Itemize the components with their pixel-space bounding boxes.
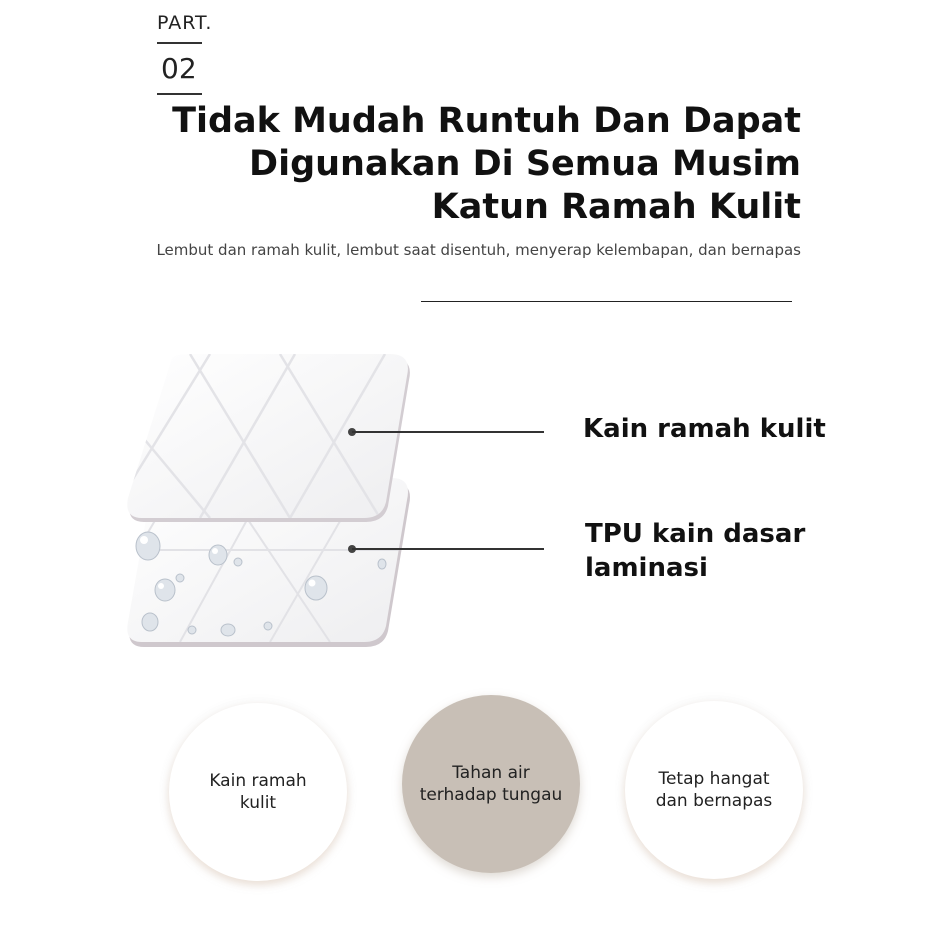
- layer-label-skin-friendly: Kain ramah kulit: [583, 414, 826, 444]
- leader-line-top: [352, 431, 544, 433]
- feature-badge-waterproof: [402, 695, 580, 873]
- fabric-layers-illustration: [120, 350, 420, 650]
- feature-badge-skin-friendly: [169, 703, 347, 881]
- headline-subtitle: Lembut dan ramah kulit, lembut saat disentuh, menyerap kelembapan, dan bernapas: [156, 241, 801, 259]
- part-rule-bottom: [157, 93, 202, 95]
- headline: [161, 100, 801, 229]
- leader-line-bottom: [352, 548, 544, 550]
- fabric-layers-svg: [120, 350, 420, 650]
- headline-line-1: Tidak Mudah Runtuh Dan Dapat: [172, 101, 801, 141]
- headline-divider: [421, 301, 792, 302]
- part-rule-top: [157, 42, 202, 44]
- headline-line-2: Digunakan Di Semua Musim: [249, 144, 801, 184]
- feature-badge-label: Kain ramah kulit: [209, 771, 307, 813]
- feature-badge-label: Tetap hangat dan bernapas: [655, 769, 773, 811]
- feature-badge-warm-breathable: [625, 701, 803, 879]
- part-label: PART.: [157, 12, 213, 34]
- feature-badge-label: Tahan air terhadap tungau: [419, 763, 563, 805]
- headline-line-3: Katun Ramah Kulit: [431, 187, 801, 227]
- skin-friendly-layer-swatch: [120, 354, 410, 522]
- layer-label-tpu: TPU kain dasar laminasi: [585, 519, 806, 583]
- part-number: 02: [161, 52, 197, 85]
